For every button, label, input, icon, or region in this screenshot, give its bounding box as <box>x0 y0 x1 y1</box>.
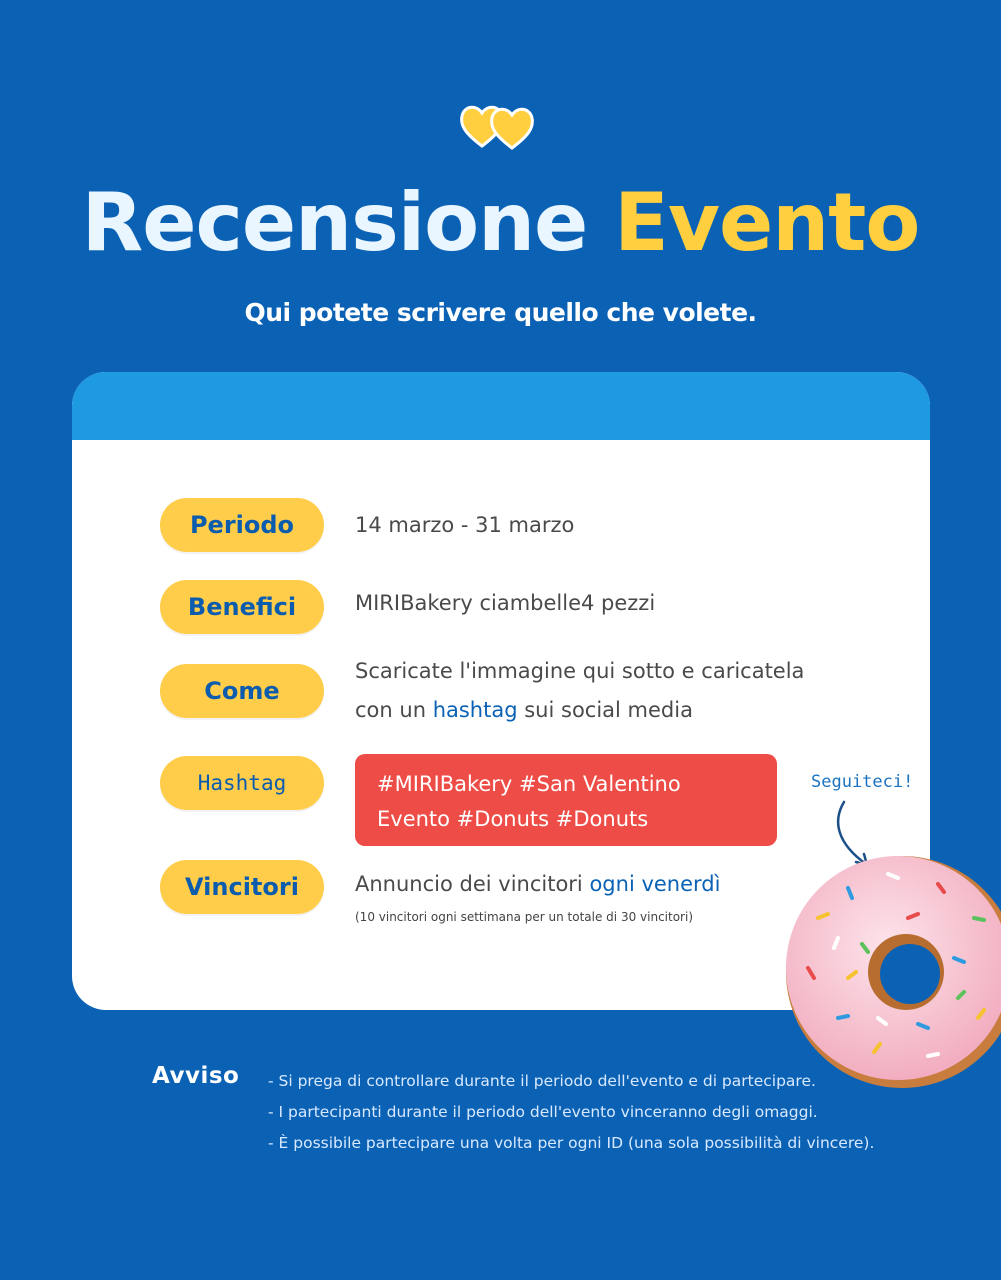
hashtag-label: Hashtag <box>160 756 324 810</box>
how-line-2-pre: con un <box>355 698 433 722</box>
page-title <box>0 176 1001 269</box>
period-text: 14 marzo - 31 marzo <box>355 513 575 537</box>
period-label: Periodo <box>160 498 324 552</box>
hashtag-line-1: #MIRIBakery #San Valentino <box>377 772 681 796</box>
winners-text <box>355 865 720 904</box>
winners-note: (10 vincitori ogni settimana per un totale di 30 vincitori) <box>355 910 694 924</box>
how-label: Come <box>160 664 324 718</box>
follow-label: Seguiteci! <box>811 772 914 792</box>
notice-list <box>268 1066 874 1159</box>
title-accent: Evento <box>614 176 920 269</box>
hearts-icon <box>458 96 544 152</box>
hashtag-line-2: Evento #Donuts #Donuts <box>377 807 649 831</box>
card-header <box>72 372 930 440</box>
how-line-1: Scaricate l'immagine qui sotto e caricatela <box>355 659 805 683</box>
benefits-text: MIRIBakery ciambelle4 pezzi <box>355 591 656 615</box>
winners-day: ogni venerdì <box>589 872 721 896</box>
notice-line: - Si prega di controllare durante il periodo dell'evento e di partecipare. <box>268 1072 816 1090</box>
how-line-2 <box>355 691 804 730</box>
notice-line: - I partecipanti durante il periodo dell'evento vinceranno degli omaggi. <box>268 1103 818 1121</box>
notice-label: Avviso <box>152 1063 240 1089</box>
hashtag-box <box>355 754 777 846</box>
donut-image <box>778 848 1001 1088</box>
how-text <box>355 652 804 730</box>
title-main: Recensione <box>81 176 588 269</box>
winners-label: Vincitori <box>160 860 324 914</box>
benefits-label: Benefici <box>160 580 324 634</box>
page-subtitle: Qui potete scrivere quello che volete. <box>244 298 757 327</box>
notice-line: - È possibile partecipare una volta per ogni ID (una sola possibilità di vincere). <box>268 1134 875 1152</box>
hashtag-highlight: hashtag <box>432 698 518 722</box>
winners-text-pre: Annuncio dei vincitori <box>355 872 590 896</box>
how-line-2-post: sui social media <box>517 698 693 722</box>
